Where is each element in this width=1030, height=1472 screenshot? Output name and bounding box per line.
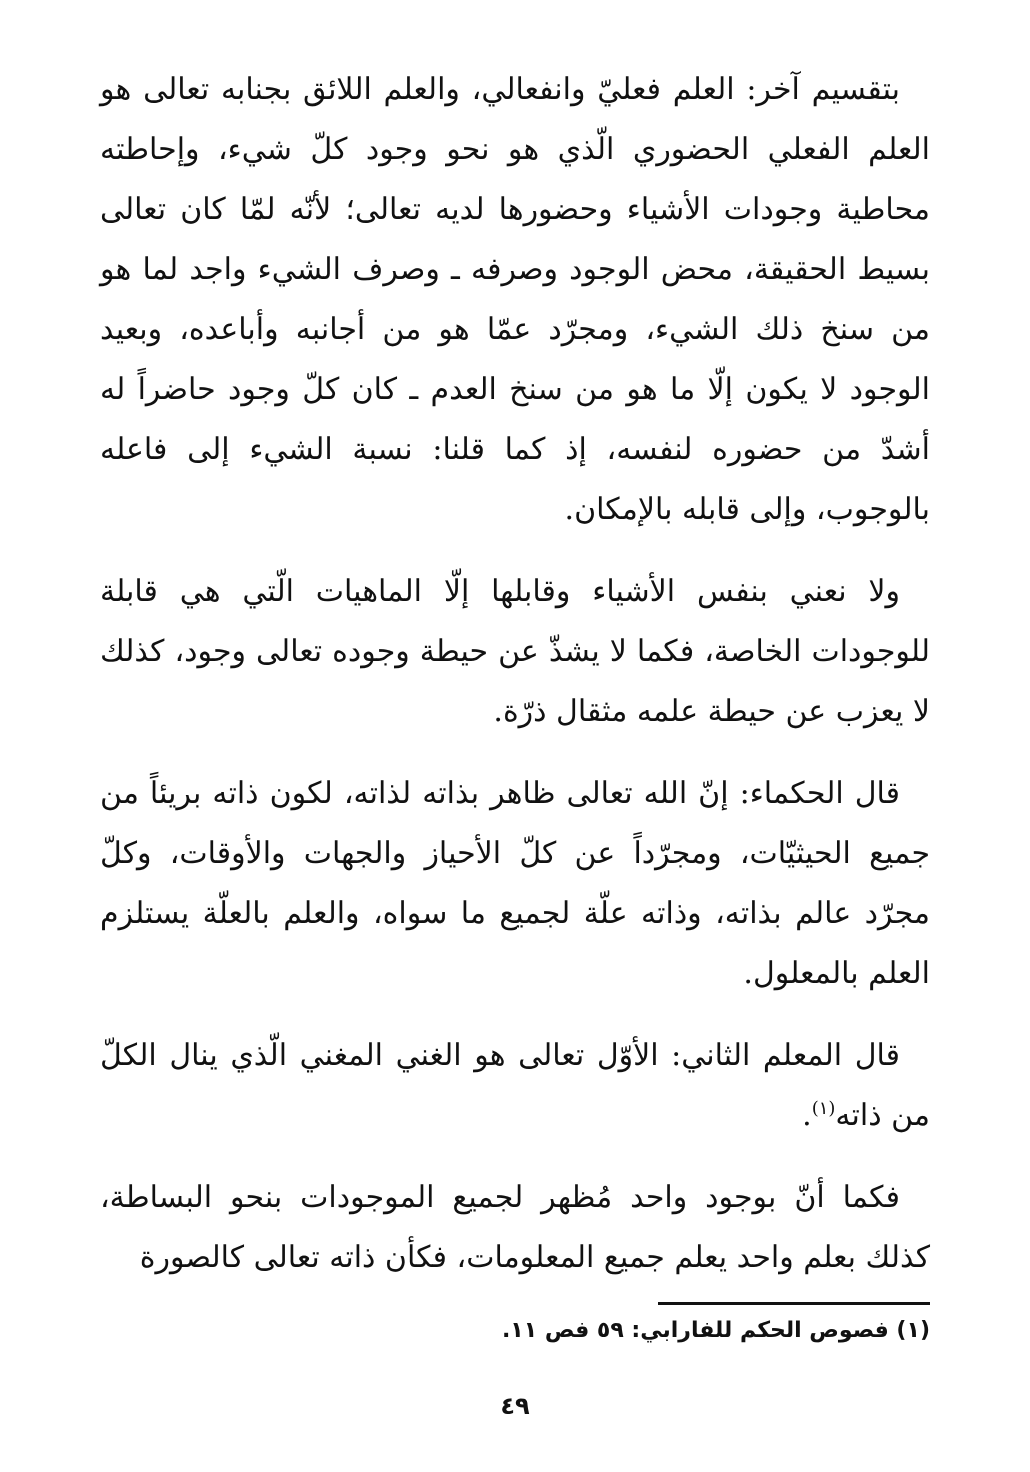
paragraph-3: قال الحكماء: إنّ الله تعالى ظاهر بذاته لذاته، لكون ذاته بريئاً من جميع الحيثيّات، ومجرّداً عن كلّ الأحياز والجهات والأوقات، وكلّ مجرّد عالم بذاته، وذاته علّة لجميع ما سواه، والعلم بالعلّة يستلزم العلم بالمعلول. — [100, 776, 930, 991]
paragraph-4-text: قال المعلم الثاني: الأوّل تعالى هو الغني المغني الّذي ينال الكلّ من ذاته — [100, 1038, 930, 1133]
page-body — [100, 60, 930, 1460]
footnote: (١) فصوص الحكم للفارابي: ٥٩ فص ١١. — [501, 1318, 930, 1343]
footnote-divider — [658, 1302, 930, 1305]
paragraph-4-period: . — [802, 1098, 812, 1133]
page-number: ٤٩ — [500, 1392, 530, 1420]
paragraph-5: فكما أنّ بوجود واحد مُظهر لجميع الموجودات بنحو البساطة، كذلك بعلم واحد يعلم جميع المعلومات، فكأن ذاته تعالى كالصورة — [100, 1180, 930, 1275]
paragraph-1: بتقسيم آخر: العلم فعليّ وانفعالي، والعلم اللائق بجنابه تعالى هو العلم الفعلي الحضوري الّذي هو نحو وجود كلّ شيء، وإحاطته محاطية وجودات الأشياء وحضورها لديه تعالى؛ لأنّه لمّا كان تعالى بسيط الحقيقة، محض الوجود وصرفه ـ وصرف الشيء واجد لما هو من سنخ ذلك الشيء، ومجرّد عمّا هو من أجانبه وأباعده، وبعيد الوجود لا يكون إلّا ما هو من سنخ العدم ـ كان كلّ وجود حاضراً له أشدّ من حضوره لنفسه، إذ كما قلنا: نسبة الشيء إلى فاعله بالوجوب، وإلى قابله بالإمكان. — [100, 72, 930, 527]
paragraph-2: ولا نعني بنفس الأشياء وقابلها إلّا الماهيات الّتي هي قابلة للوجودات الخاصة، فكما لا يشذّ عن حيطة وجوده تعالى وجود، كذلك لا يعزب عن حيطة علمه مثقال ذرّة. — [100, 574, 930, 729]
footnote-reference: (١) — [811, 1098, 836, 1119]
paragraph-4 — [100, 1026, 930, 1146]
